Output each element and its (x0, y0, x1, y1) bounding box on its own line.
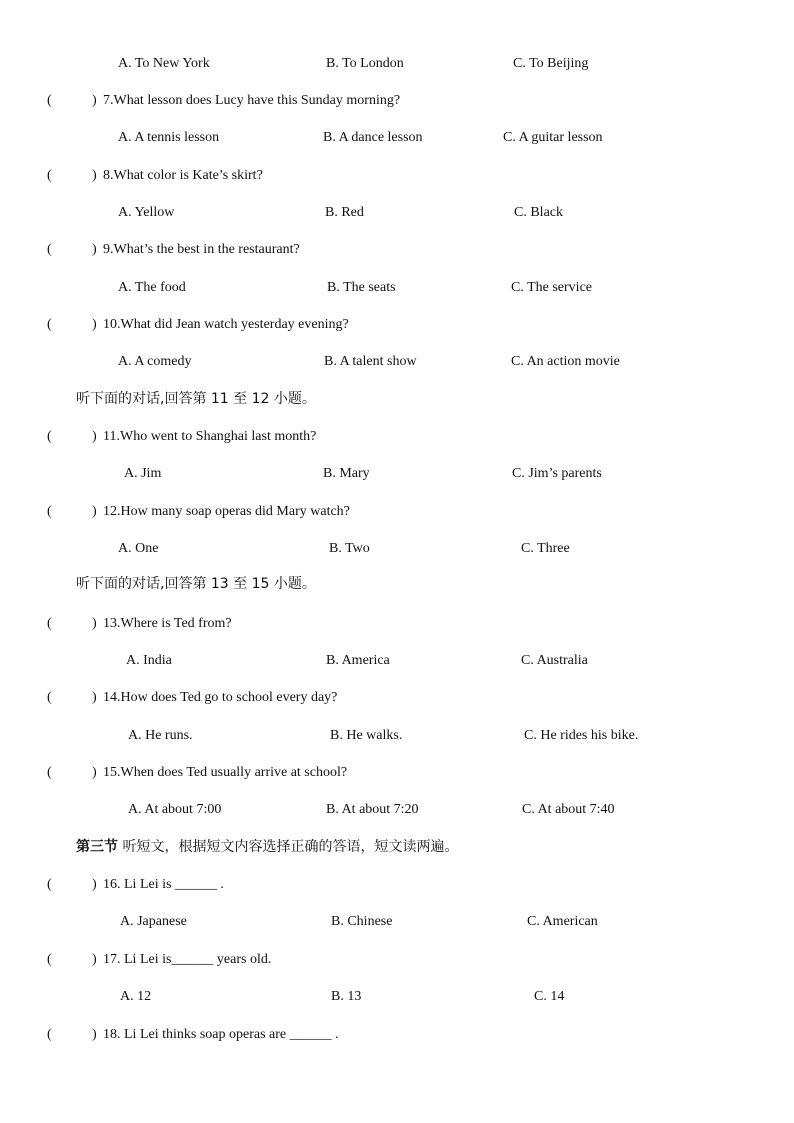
answer-blank-close: ) (92, 952, 97, 967)
section-header-text (76, 835, 458, 859)
instruction-text: 听下面的对话,回答第 11 至 12 小题。 (76, 391, 316, 407)
question-row (0, 612, 794, 636)
answer-blank-open: ( (47, 765, 52, 780)
section-instruction: 听短文，根据短文内容选择正确的答语，短文读两遍。 (122, 839, 459, 855)
answer-blank-close: ) (92, 168, 97, 183)
question-row (0, 948, 794, 972)
answer-blank-open: ( (47, 504, 52, 519)
answer-blank-open: ( (47, 93, 52, 108)
answer-blank-open: ( (47, 242, 52, 257)
option-a: A. He runs. (128, 728, 193, 743)
option-b: B. A dance lesson (323, 130, 423, 145)
question-text: 16. Li Lei is ______ . (103, 877, 224, 892)
option-c: C. Jim’s parents (512, 466, 602, 481)
option-a: A. A comedy (118, 354, 192, 369)
answer-blank-open: ( (47, 1027, 52, 1042)
option-b: B. 13 (331, 989, 362, 1004)
question-text: 10.What did Jean watch yesterday evening? (103, 317, 349, 332)
answer-blank-close: ) (92, 242, 97, 257)
option-a: A. The food (118, 280, 186, 295)
question-text: 11.Who went to Shanghai last month? (103, 429, 317, 444)
answer-blank-close: ) (92, 504, 97, 519)
question-text: 12.How many soap operas did Mary watch? (103, 504, 350, 519)
options-row (0, 462, 794, 486)
option-b: B. America (326, 653, 390, 668)
option-a: A. At about 7:00 (128, 802, 222, 817)
question-row (0, 761, 794, 785)
options-row (0, 126, 794, 150)
question-text: 14.How does Ted go to school every day? (103, 690, 338, 705)
options-row (0, 276, 794, 300)
answer-blank-close: ) (92, 429, 97, 444)
instruction-text: 听下面的对话,回答第 13 至 15 小题。 (76, 576, 316, 592)
option-c: C. 14 (534, 989, 565, 1004)
dialogue-instruction (0, 387, 794, 411)
option-a: A. Yellow (118, 205, 175, 220)
option-b: B. A talent show (324, 354, 417, 369)
options-row (0, 724, 794, 748)
option-c: C. He rides his bike. (524, 728, 639, 743)
option-b: B. Red (325, 205, 364, 220)
question-row (0, 313, 794, 337)
options-row (0, 798, 794, 822)
question-text: 7.What lesson does Lucy have this Sunday morning? (103, 93, 401, 108)
question-row (0, 686, 794, 710)
option-c: C. Australia (521, 653, 588, 668)
option-a: A. A tennis lesson (118, 130, 220, 145)
answer-blank-close: ) (92, 616, 97, 631)
option-c: C. Three (521, 541, 570, 556)
question-row (0, 873, 794, 897)
option-b: B. To London (326, 56, 404, 71)
question-row (0, 500, 794, 524)
answer-blank-close: ) (92, 877, 97, 892)
options-row (0, 537, 794, 561)
options-row (0, 985, 794, 1009)
question-text: 17. Li Lei is______ years old. (103, 952, 272, 967)
option-b: B. He walks. (330, 728, 403, 743)
option-c: C. An action movie (511, 354, 620, 369)
option-c: C. The service (511, 280, 592, 295)
option-c: C. A guitar lesson (503, 130, 603, 145)
answer-blank-close: ) (92, 765, 97, 780)
question-text: 13.Where is Ted from? (103, 616, 232, 631)
option-a: A. To New York (118, 56, 210, 71)
question-text: 9.What’s the best in the restaurant? (103, 242, 300, 257)
dialogue-instruction (0, 572, 794, 596)
answer-blank-close: ) (92, 93, 97, 108)
option-a: A. Jim (124, 466, 162, 481)
options-row (0, 52, 794, 76)
option-a: A. 12 (120, 989, 152, 1004)
options-row (0, 910, 794, 934)
option-a: A. India (126, 653, 172, 668)
answer-blank-close: ) (92, 690, 97, 705)
answer-blank-open: ( (47, 317, 52, 332)
option-b: B. Two (329, 541, 370, 556)
question-row (0, 89, 794, 113)
question-text: 15.When does Ted usually arrive at school? (103, 765, 348, 780)
answer-blank-close: ) (92, 1027, 97, 1042)
option-b: B. At about 7:20 (326, 802, 419, 817)
answer-blank-open: ( (47, 690, 52, 705)
answer-blank-open: ( (47, 429, 52, 444)
answer-blank-open: ( (47, 877, 52, 892)
option-b: B. Chinese (331, 914, 393, 929)
option-c: C. At about 7:40 (522, 802, 615, 817)
option-c: C. American (527, 914, 598, 929)
question-text: 18. Li Lei thinks soap operas are ______ . (103, 1027, 339, 1042)
answer-blank-open: ( (47, 616, 52, 631)
option-b: B. Mary (323, 466, 370, 481)
answer-blank-close: ) (92, 317, 97, 332)
option-a: A. Japanese (120, 914, 187, 929)
answer-blank-open: ( (47, 952, 52, 967)
option-c: C. Black (514, 205, 563, 220)
question-row (0, 425, 794, 449)
option-a: A. One (118, 541, 159, 556)
question-text: 8.What color is Kate’s skirt? (103, 168, 263, 183)
options-row (0, 649, 794, 673)
options-row (0, 350, 794, 374)
option-b: B. The seats (327, 280, 396, 295)
question-row (0, 1023, 794, 1047)
answer-blank-open: ( (47, 168, 52, 183)
section-label: 第三节 (76, 839, 118, 855)
section-header (0, 835, 794, 859)
option-c: C. To Beijing (513, 56, 589, 71)
question-row (0, 164, 794, 188)
options-row (0, 201, 794, 225)
question-row (0, 238, 794, 262)
